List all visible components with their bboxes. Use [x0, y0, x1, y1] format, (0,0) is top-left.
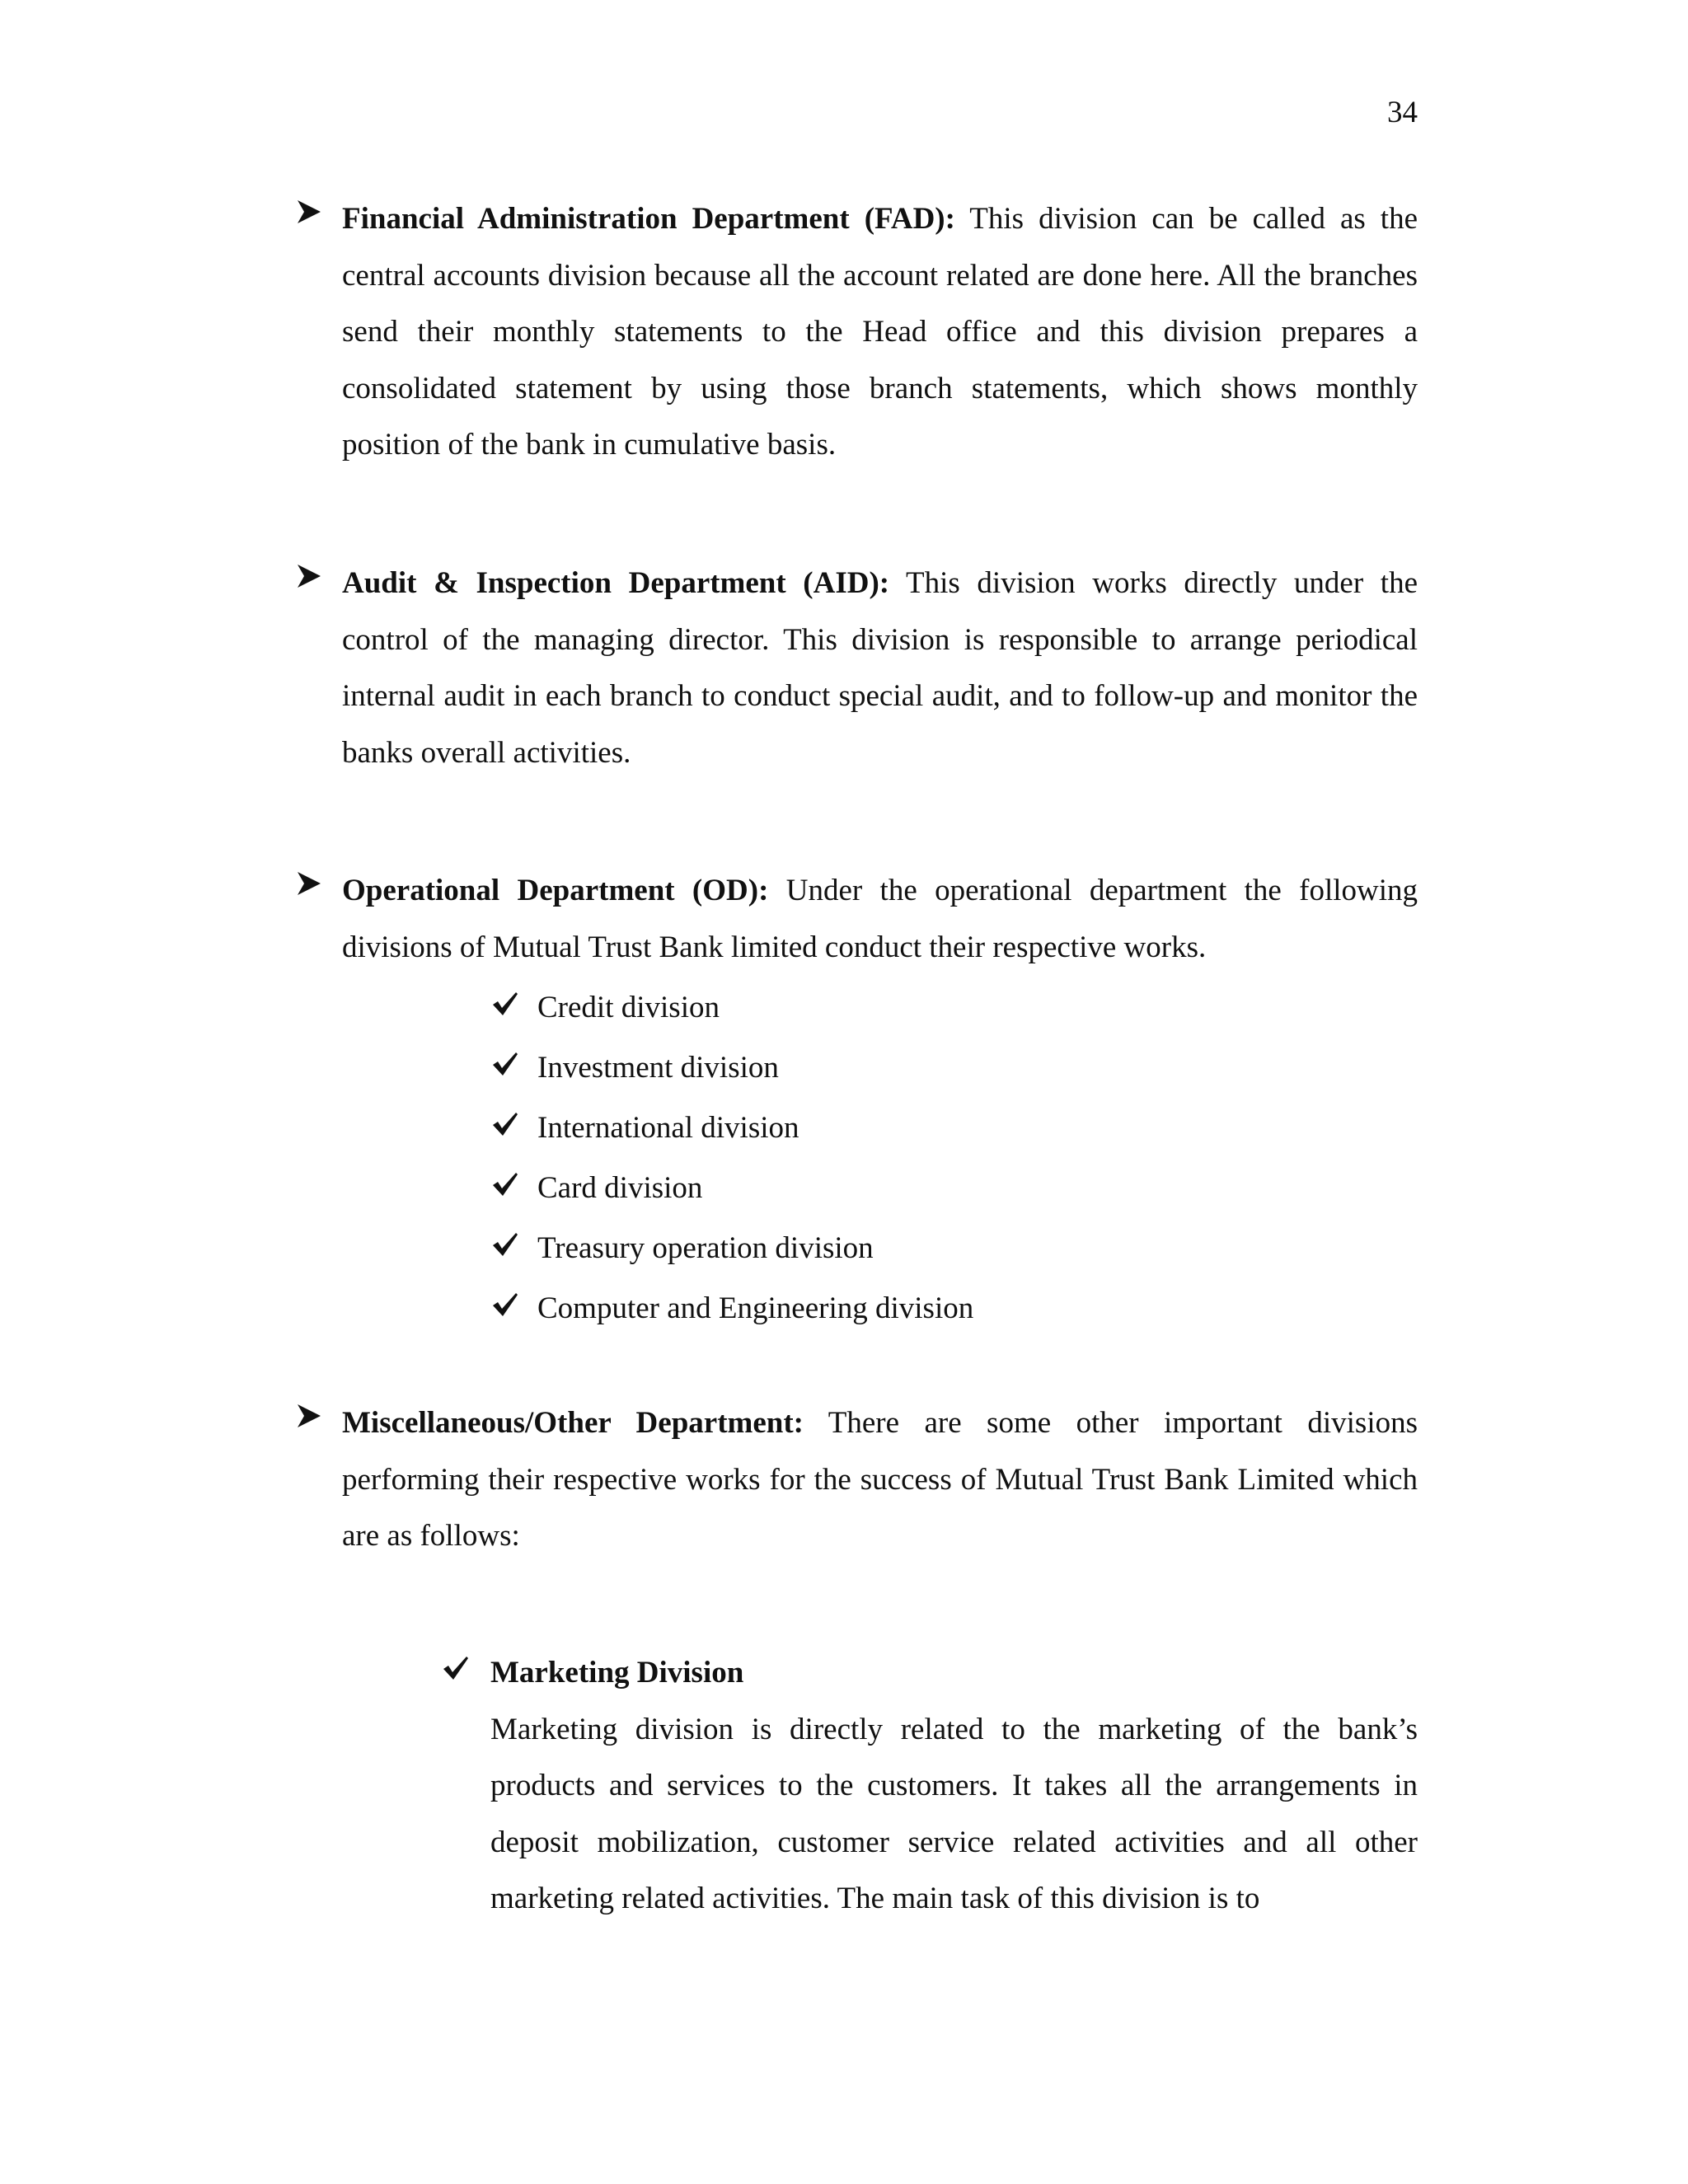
section-misc-heading: Miscellaneous/Other Department:	[342, 1406, 804, 1440]
section-misc-paragraph	[342, 1395, 1418, 1565]
checkmark-icon	[491, 1051, 519, 1077]
list-item	[491, 1278, 973, 1338]
section-misc-body: There are some other important divisions performing their respective works for the success of Mutual Trust Bank Limited which are as follows:	[342, 1406, 1418, 1553]
marketing-division-section	[442, 1645, 1418, 1928]
section-aid-heading: Audit & Inspection Department (AID):	[342, 566, 890, 600]
arrow-bullet-icon	[295, 1402, 323, 1430]
list-item	[491, 977, 973, 1038]
section-aid-body: This division works directly under the control of the managing director. This division is responsible to arrange periodical internal audit in each branch to conduct special audit, and to follow-up and monitor the banks overall activities.	[342, 566, 1418, 770]
section-od-heading: Operational Department (OD):	[342, 874, 769, 907]
section-fad-body: This division can be called as the central accounts division because all the account related are done here. All the branches send their monthly statements to the Head office and this division prepares a consolidated statement by using those branch statements, which shows monthly position of the bank in cumulative basis.	[342, 202, 1418, 462]
checkmark-icon	[491, 991, 519, 1017]
section-fad-heading: Financial Administration Department (FAD):	[342, 202, 955, 236]
od-division-label: Card division	[537, 1171, 703, 1205]
arrow-bullet-icon	[295, 198, 323, 226]
od-division-label: Credit division	[537, 991, 720, 1024]
list-item	[491, 1038, 973, 1098]
section-od	[295, 863, 1418, 976]
section-od-body: Under the operational department the following divisions of Mutual Trust Bank limited conduct their respective works.	[342, 874, 1418, 964]
page-number: 34	[1387, 96, 1418, 129]
list-item	[491, 1098, 973, 1158]
od-division-label: Treasury operation division	[537, 1231, 874, 1265]
section-fad-paragraph	[342, 191, 1418, 474]
marketing-division-body: Marketing division is directly related to the marketing of the bank’s products and services to the customers. It takes all the arrangements in deposit mobilization, customer service related activities and all other marketing related activities. The main task of this division is to	[490, 1712, 1418, 1915]
checkmark-icon	[491, 1231, 519, 1258]
checkmark-icon	[442, 1655, 470, 1681]
od-division-label: Investment division	[537, 1051, 779, 1085]
arrow-bullet-icon	[295, 869, 323, 898]
section-aid	[295, 555, 1418, 781]
section-od-paragraph	[342, 863, 1418, 976]
checkmark-icon	[491, 1111, 519, 1137]
section-misc	[295, 1395, 1418, 1565]
list-item	[491, 1158, 973, 1218]
list-item	[491, 1218, 973, 1278]
od-division-label: International division	[537, 1111, 799, 1145]
arrow-bullet-icon	[295, 562, 323, 590]
section-aid-paragraph	[342, 555, 1418, 781]
checkmark-icon	[491, 1291, 519, 1318]
od-division-label: Computer and Engineering division	[537, 1291, 974, 1325]
od-division-list	[491, 977, 973, 1338]
marketing-division-title: Marketing Division	[490, 1656, 744, 1690]
checkmark-icon	[491, 1171, 519, 1197]
section-fad	[295, 191, 1418, 474]
